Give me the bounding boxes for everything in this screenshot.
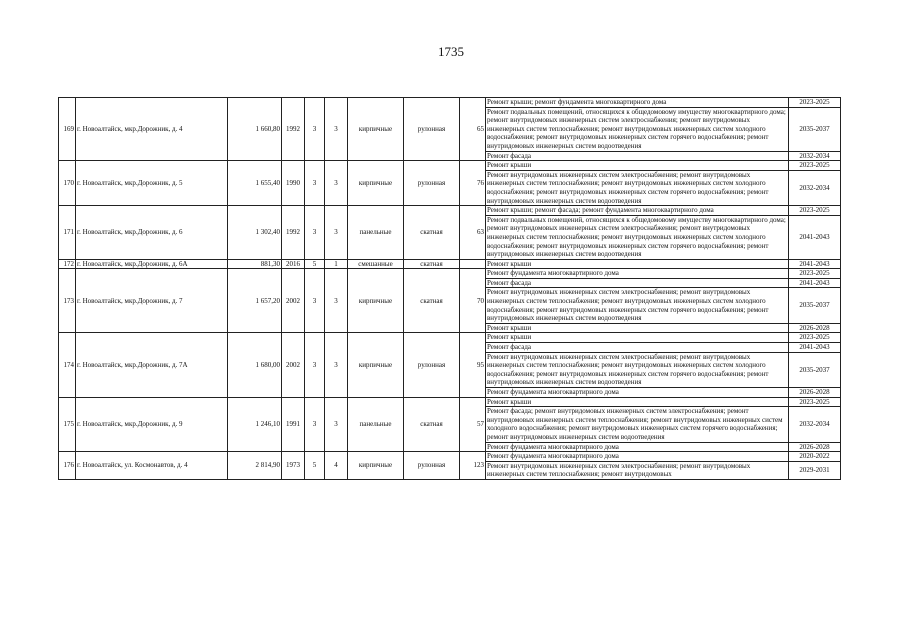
building-number: 176	[59, 452, 76, 480]
table-row	[59, 161, 841, 171]
building-walls: панельные	[348, 206, 404, 260]
repair-work: Ремонт крыши	[486, 323, 789, 333]
repair-work: Ремонт фундамента многоквартирного дома	[486, 452, 789, 462]
table-row	[59, 206, 841, 216]
building-area: 2 814,90	[228, 452, 282, 480]
building-roof: скатная	[404, 269, 460, 333]
repair-period: 2041-2043	[789, 343, 841, 353]
repair-period: 2023-2025	[789, 161, 841, 171]
building-roof: скатная	[404, 259, 460, 269]
repair-period: 2023-2025	[789, 206, 841, 216]
building-address: г. Новоалтайск, мкр.Дорожник, д. 6А	[76, 259, 228, 269]
repair-period: 2023-2025	[789, 269, 841, 279]
building-floors: 3	[305, 269, 325, 333]
building-area: 1 655,40	[228, 161, 282, 206]
building-roof: рулонная	[404, 98, 460, 161]
building-address: г. Новоалтайск, мкр.Дорожник, д. 9	[76, 397, 228, 452]
building-number: 171	[59, 206, 76, 260]
repair-work: Ремонт фасада	[486, 278, 789, 288]
repair-period: 2041-2043	[789, 259, 841, 269]
building-address: г. Новоалтайск, мкр.Дорожник, д. 5	[76, 161, 228, 206]
building-walls: панельные	[348, 397, 404, 452]
building-area: 1 660,80	[228, 98, 282, 161]
building-number: 172	[59, 259, 76, 269]
repair-period: 2023-2025	[789, 397, 841, 407]
building-entrances: 1	[325, 259, 348, 269]
repair-period: 2023-2025	[789, 333, 841, 343]
repair-work: Ремонт подвальных помещений, относящихся к общедомовому имуществу многоквартирного дома; ремонт внутридомовых инженерных систем электроснабжения; ремонт внутридомовых инженерных систем теплоснабжения; ремонт внутридомовых инженерных систем холодного водоснабжения; ремонт внутридомовых инженерных систем горячего водоснабжения; ремонт внутридомовых инженерных систем водоотведения	[486, 107, 789, 151]
repair-period: 2029-2031	[789, 461, 841, 479]
building-roof: рулонная	[404, 161, 460, 206]
table-body	[59, 98, 841, 480]
repair-period: 2032-2034	[789, 407, 841, 442]
building-floors: 3	[305, 98, 325, 161]
building-walls: кирпичные	[348, 98, 404, 161]
repair-period: 2020-2022	[789, 452, 841, 462]
table-row	[59, 98, 841, 108]
building-apartments: 65	[460, 98, 486, 161]
building-floors: 5	[305, 452, 325, 480]
building-walls: кирпичные	[348, 333, 404, 397]
repair-work: Ремонт фасада	[486, 343, 789, 353]
building-walls: кирпичные	[348, 269, 404, 333]
repair-work: Ремонт фасада	[486, 151, 789, 161]
repair-work: Ремонт крыши	[486, 397, 789, 407]
repair-work: Ремонт фундамента многоквартирного дома	[486, 442, 789, 452]
building-year: 2002	[282, 269, 305, 333]
building-number: 173	[59, 269, 76, 333]
repair-period: 2035-2037	[789, 288, 841, 323]
building-address: г. Новоалтайск, мкр.Дорожник, д. 6	[76, 206, 228, 260]
building-roof: рулонная	[404, 333, 460, 397]
repair-work: Ремонт крыши; ремонт фундамента многоквартирного дома	[486, 98, 789, 108]
repair-period: 2035-2037	[789, 107, 841, 151]
building-area: 1 246,10	[228, 397, 282, 452]
building-year: 1973	[282, 452, 305, 480]
building-apartments: 123	[460, 452, 486, 480]
repair-work: Ремонт фасада; ремонт внутридомовых инженерных систем электроснабжения; ремонт внутридомовых инженерных систем теплоснабжения; ремонт внутридомовых инженерных систем холодного водоснабжения; ремонт внутридомовых инженерных систем горячего водоснабжения; ремонт внутридомовых инженерных систем водоотведения	[486, 407, 789, 442]
building-walls: кирпичные	[348, 161, 404, 206]
building-year: 1992	[282, 206, 305, 260]
building-floors: 3	[305, 333, 325, 397]
building-floors: 3	[305, 397, 325, 452]
repair-work: Ремонт подвальных помещений, относящихся к общедомовому имуществу многоквартирного дома; ремонт внутридомовых инженерных систем электроснабжения; ремонт внутридомовых инженерных систем теплоснабжения; ремонт внутридомовых инженерных систем холодного водоснабжения; ремонт внутридомовых инженерных систем горячего водоснабжения; ремонт внутридомовых инженерных систем водоотведения	[486, 215, 789, 259]
building-area: 881,30	[228, 259, 282, 269]
building-number: 175	[59, 397, 76, 452]
building-floors: 3	[305, 161, 325, 206]
table-row	[59, 397, 841, 407]
page-number: 1735	[438, 44, 464, 59]
table-row	[59, 269, 841, 279]
building-year: 2016	[282, 259, 305, 269]
building-number: 174	[59, 333, 76, 397]
building-year: 1991	[282, 397, 305, 452]
repair-period: 2023-2025	[789, 98, 841, 108]
repair-work: Ремонт крыши	[486, 259, 789, 269]
building-apartments: 70	[460, 269, 486, 333]
building-address: г. Новоалтайск, мкр.Дорожник, д. 4	[76, 98, 228, 161]
repair-period: 2026-2028	[789, 323, 841, 333]
building-apartments: 95	[460, 333, 486, 397]
building-year: 1990	[282, 161, 305, 206]
building-apartments	[460, 259, 486, 269]
building-year: 2002	[282, 333, 305, 397]
repair-work: Ремонт внутридомовых инженерных систем электроснабжения; ремонт внутридомовых инженерных систем теплоснабжения; ремонт внутридомовых инженерных систем холодного водоснабжения; ремонт внутридомовых инженерных систем горячего водоснабжения; ремонт внутридомовых инженерных систем водоотведения	[486, 170, 789, 205]
repair-work: Ремонт внутридомовых инженерных систем электроснабжения; ремонт внутридомовых инженерных систем теплоснабжения; ремонт внутридомовых инженерных систем холодного водоснабжения; ремонт внутридомовых инженерных систем горячего водоснабжения; ремонт внутридомовых инженерных систем водоотведения	[486, 288, 789, 323]
building-entrances: 3	[325, 98, 348, 161]
table-row	[59, 452, 841, 462]
repair-period: 2035-2037	[789, 352, 841, 387]
building-entrances: 3	[325, 269, 348, 333]
repair-period: 2032-2034	[789, 151, 841, 161]
building-walls: кирпичные	[348, 452, 404, 480]
building-address: г. Новоалтайск, мкр.Дорожник, д. 7	[76, 269, 228, 333]
repair-work: Ремонт крыши	[486, 161, 789, 171]
building-entrances: 3	[325, 206, 348, 260]
repair-work: Ремонт фундамента многоквартирного дома	[486, 388, 789, 398]
building-entrances: 3	[325, 161, 348, 206]
building-roof: рулонная	[404, 452, 460, 480]
repair-work: Ремонт фундамента многоквартирного дома	[486, 269, 789, 279]
building-roof: скатная	[404, 397, 460, 452]
building-floors: 3	[305, 206, 325, 260]
repair-period: 2032-2034	[789, 170, 841, 205]
building-address: г. Новоалтайск, мкр.Дорожник, д. 7А	[76, 333, 228, 397]
building-number: 170	[59, 161, 76, 206]
building-address: г. Новоалтайск, ул. Космонавтов, д. 4	[76, 452, 228, 480]
building-apartments: 76	[460, 161, 486, 206]
building-entrances: 3	[325, 333, 348, 397]
building-area: 1 657,20	[228, 269, 282, 333]
building-year: 1992	[282, 98, 305, 161]
repair-work: Ремонт крыши	[486, 333, 789, 343]
repair-work: Ремонт внутридомовых инженерных систем электроснабжения; ремонт внутридомовых инженерных систем теплоснабжения; ремонт внутридомовых	[486, 461, 789, 479]
building-entrances: 4	[325, 452, 348, 480]
repair-period: 2041-2043	[789, 215, 841, 259]
capital-repair-table	[58, 97, 841, 480]
table-row	[59, 333, 841, 343]
repair-work: Ремонт внутридомовых инженерных систем электроснабжения; ремонт внутридомовых инженерных систем теплоснабжения; ремонт внутридомовых инженерных систем холодного водоснабжения; ремонт внутридомовых инженерных систем горячего водоснабжения; ремонт внутридомовых инженерных систем водоотведения	[486, 352, 789, 387]
building-walls: смешанные	[348, 259, 404, 269]
repair-period: 2041-2043	[789, 278, 841, 288]
table-row	[59, 259, 841, 269]
repair-period: 2026-2028	[789, 442, 841, 452]
building-area: 1 680,00	[228, 333, 282, 397]
building-roof: скатная	[404, 206, 460, 260]
building-apartments: 57	[460, 397, 486, 452]
building-entrances: 3	[325, 397, 348, 452]
building-apartments: 63	[460, 206, 486, 260]
repair-period: 2026-2028	[789, 388, 841, 398]
building-area: 1 302,40	[228, 206, 282, 260]
building-floors: 5	[305, 259, 325, 269]
repair-work: Ремонт крыши; ремонт фасада; ремонт фундамента многоквартирного дома	[486, 206, 789, 216]
building-number: 169	[59, 98, 76, 161]
